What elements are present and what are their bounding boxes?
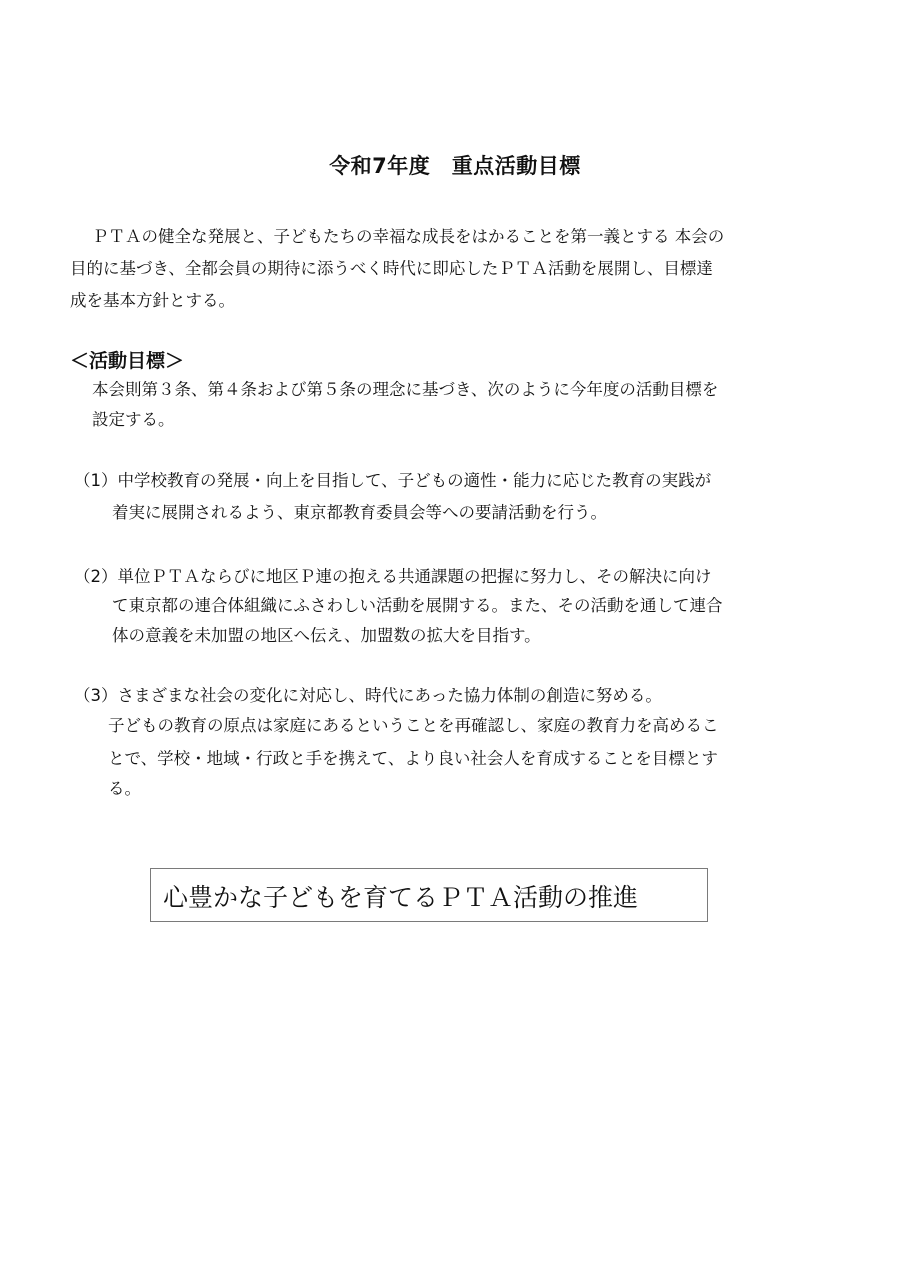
goal-item-3-line: る。 [108, 779, 141, 798]
goal-item-1-line: （1）中学校教育の発展・向上を目指して、子どもの適性・能力に応じた教育の実践が [74, 471, 712, 490]
goal-item-3-line: 子どもの教育の原点は家庭にあるということを再確認し、家庭の教育力を高めるこ [108, 716, 719, 735]
section-heading: ＜活動目標＞ [70, 350, 185, 372]
section-intro-line: 本会則第３条、第４条および第５条の理念に基づき、次のように今年度の活動目標を [92, 380, 719, 399]
goal-item-2-line: 体の意義を未加盟の地区へ伝え、加盟数の拡大を目指す。 [112, 626, 541, 645]
goal-item-3-line: （3）さまざまな社会の変化に対応し、時代にあった協力体制の創造に努める。 [74, 686, 662, 705]
goal-item-2-line: （2）単位ＰＴＡならびに地区Ｐ連の抱える共通課題の把握に努力し、その解決に向け [74, 567, 712, 586]
goal-item-2-line: て東京都の連合体組織にふさわしい活動を展開する。また、その活動を通して連合 [112, 596, 723, 615]
goal-item-1-line: 着実に展開されるよう、東京都教育委員会等への要請活動を行う。 [112, 503, 607, 522]
slogan-box [150, 868, 708, 922]
slogan-text: 心豊かな子どもを育てるＰＴＡ活動の推進 [163, 883, 639, 912]
intro-line: 目的に基づき、全都会員の期待に添うべく時代に即応したＰＴＡ活動を展開し、目標達 [70, 259, 713, 278]
section-intro-line: 設定する。 [92, 410, 175, 429]
intro-line: 成を基本方針とする。 [70, 291, 235, 310]
goal-item-3-line: とで、学校・地域・行政と手を携えて、より良い社会人を育成することを目標とす [108, 749, 718, 768]
intro-line: ＰＴＡの健全な発展と、子どもたちの幸福な成長をはかることを第一義とする 本会の [92, 227, 725, 246]
page-title: 令和7年度 重点活動目標 [329, 154, 581, 178]
